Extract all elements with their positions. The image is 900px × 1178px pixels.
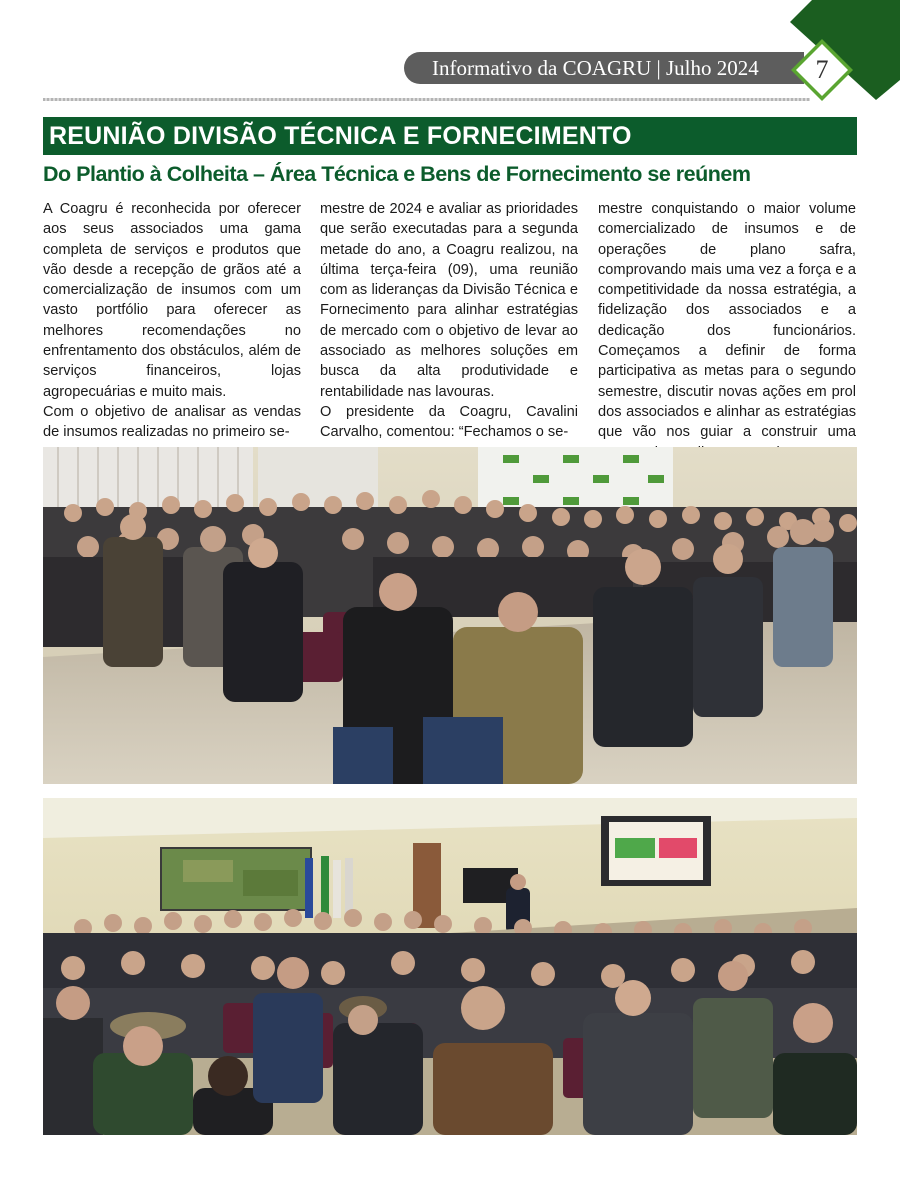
paragraph: mestre conquistando o maior volume comercializado de insumos e de operações de plano safra, comprovando mais uma vez a força e a competitividade da nossa estratégia, a fidelização dos associados e a dedicação dos funcionários. Começamos a definir de forma participativa as metas para o segundo semestre, discutir novas ações em prol dos associados e alinhar as estratégias que vão nos guiar a construir uma (598, 201, 856, 441)
text-column-2 (320, 199, 578, 443)
meeting-photo-hall-image (43, 798, 857, 1135)
section-title: REUNIÃO DIVISÃO TÉCNICA E FORNECIMENTO (43, 117, 857, 155)
publication-header (404, 52, 804, 84)
page-number: 7 (815, 55, 829, 84)
paragraph: A Coagru é reconhecida por oferecer aos seus associados uma gama completa de serviços e produtos que vão desde a recepção de grãos até a comercialização de insumos com um vasto portfólio para oferecer as melhores recomendações no enfrentamento dos obstáculos, além de serviços financeiros, lojas agropecuárias e muito mais. (43, 201, 301, 400)
paragraph: Com o objetivo de analisar as vendas de insumos realizadas no primeiro se- (43, 403, 301, 441)
paragraph: O presidente da Coagru, Cavalini Carvalho, comentou: “Fechamos o se- (320, 403, 578, 441)
text-column-1 (43, 199, 301, 443)
article-subtitle: Do Plantio à Colheita – Área Técnica e Bens de Fornecimento se reúnem (43, 162, 751, 186)
paragraph: mestre de 2024 e avaliar as prioridades que serão executadas para a segunda metade do ano, a Coagru realizou, na última terça-feira (09), uma reunião com as lideranças da Divisão Técnica e Fornecimento para alinhar estratégias de mercado com o objetivo de levar ao associado as melhores soluções em busca da alta produtividade e rentabilidade nas lavouras. (320, 201, 578, 400)
header-divider (43, 98, 810, 101)
meeting-photo-audience-image (43, 447, 857, 784)
text-column-3 (598, 199, 856, 463)
meeting-photo-audience (43, 447, 857, 784)
publication-title: Informativo da COAGRU | Julho 2024 (432, 56, 759, 80)
meeting-photo-hall (43, 798, 857, 1135)
